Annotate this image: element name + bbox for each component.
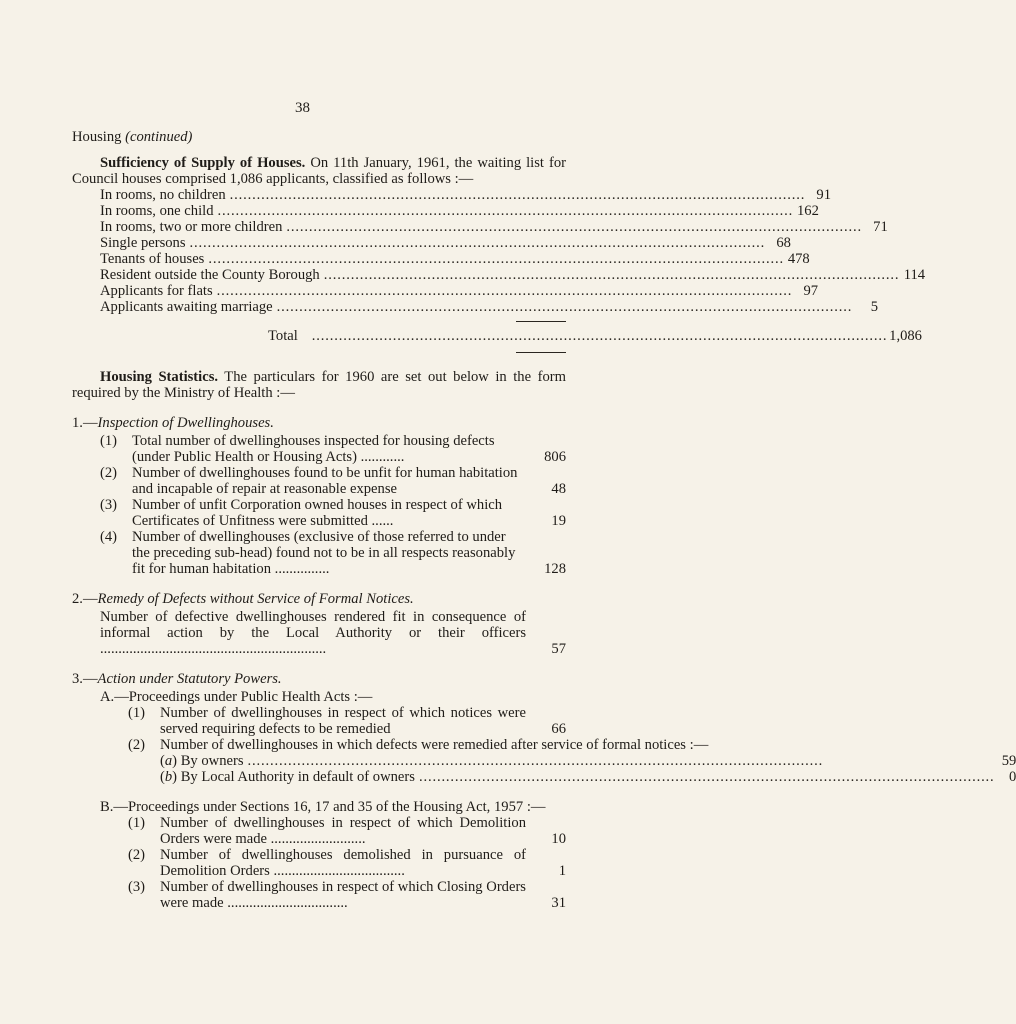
item-number: (2) — [128, 737, 146, 753]
item-text-content: Number of defective dwellinghouses rendered fit in consequence of informal action by the Local Authority or their officers — [100, 609, 526, 641]
section-title: Remedy of Defects without Service of Formal Notices. — [97, 591, 414, 607]
section-1-item — [72, 465, 566, 497]
item-body — [160, 879, 566, 911]
leader-dots: ...... — [371, 513, 394, 529]
item-value: 66 — [551, 721, 566, 737]
leader-dots: .............................................................. — [100, 641, 327, 657]
item-number: (3) — [128, 879, 146, 895]
item-text: Number of dwellinghouses in which defects were remedied after service of formal notices :— — [160, 737, 709, 753]
item-value: 57 — [551, 641, 566, 657]
subsection-b-item — [72, 815, 566, 847]
running-head — [72, 129, 566, 145]
item-number: (1) — [128, 705, 146, 721]
item-number: (4) — [100, 529, 118, 545]
item-number: (2) — [128, 847, 146, 863]
list-item — [100, 219, 888, 235]
item-row — [160, 815, 566, 847]
section-1-item — [72, 433, 566, 465]
total-label: Total — [268, 328, 298, 344]
sub-sub-item — [160, 753, 1016, 769]
section-1-item — [72, 497, 566, 529]
item-value: 1 — [558, 863, 566, 879]
leader-dots: .......................... — [270, 831, 366, 847]
item-body — [160, 847, 566, 879]
item-value: 10 — [551, 831, 566, 847]
leader-dots — [208, 251, 781, 267]
item-row — [160, 705, 566, 737]
leader-dots — [312, 328, 885, 344]
item-row — [160, 879, 566, 911]
list-item-label: Tenants of houses — [100, 251, 205, 267]
list-item — [100, 235, 791, 251]
item-text-content: Number of dwellinghouses (exclusive of those referred to under the preceding sub-head) found not to be in all respects reasonably fit for human habitation — [132, 529, 516, 577]
leader-dots: ............ — [360, 449, 405, 465]
leader-dots — [277, 299, 850, 315]
list-item-value: 478 — [787, 251, 810, 267]
item-letter: b — [164, 769, 173, 785]
section-title: Inspection of Dwellinghouses. — [97, 415, 274, 431]
item-number: (2) — [100, 465, 118, 481]
item-text — [100, 609, 526, 657]
item-value: 128 — [544, 561, 566, 577]
item-text-content: Number of dwellinghouses demolished in pursuance of Demolition Orders — [160, 847, 526, 879]
page-number: 38 — [295, 100, 310, 116]
total-block — [72, 321, 922, 353]
item-row — [100, 609, 566, 657]
section-number: 2.— — [72, 591, 98, 607]
list-item-label: Applicants for flats — [100, 283, 213, 299]
item-value: 31 — [551, 895, 566, 911]
list-item-label: Resident outside the County Borough — [100, 267, 320, 283]
item-row — [160, 737, 1016, 753]
statistics-text: The particulars for 1960 are set out below in the form required by the Ministry of Health :— — [72, 369, 566, 401]
item-text-content: Number of dwellinghouses in respect of which Closing Orders were made — [160, 879, 526, 911]
item-letter: a — [164, 753, 173, 769]
section-title: Action under Statutory Powers. — [97, 671, 282, 687]
leader-dots: ................................. — [227, 895, 348, 911]
running-head-main: Housing — [72, 129, 126, 145]
list-item-label: Single persons — [100, 235, 186, 251]
list-item-value: 97 — [803, 283, 819, 299]
sufficiency-text: On 11th January, 1961, the waiting list for Council houses comprised 1,086 applicants, classified as follows :— — [72, 155, 566, 187]
item-row — [132, 465, 566, 497]
leader-dots: ............... — [274, 561, 330, 577]
section-1-item — [72, 529, 566, 577]
item-row — [132, 529, 566, 577]
list-item — [100, 251, 810, 267]
leader-dots: .................................... — [273, 863, 405, 879]
subsection-a-item — [72, 737, 1016, 785]
item-text — [132, 497, 526, 529]
leader-dots — [248, 753, 993, 769]
list-item-label: Applicants awaiting marriage — [100, 299, 273, 315]
item-row — [132, 433, 566, 465]
item-text-content: Number of dwellinghouses in respect of which Demolition Orders were made — [160, 815, 526, 847]
subsection-b-item — [72, 879, 566, 911]
leader-dots — [286, 219, 859, 235]
list-item-value: 114 — [903, 267, 926, 283]
item-text — [160, 847, 526, 879]
item-row — [160, 847, 566, 879]
section-1-heading — [72, 415, 566, 431]
list-item — [100, 299, 878, 315]
leader-dots — [218, 203, 791, 219]
item-value: 48 — [551, 481, 566, 497]
total-row — [268, 328, 922, 344]
section-number: 3.— — [72, 671, 98, 687]
item-text: Number of dwellinghouses in respect of which notices were served requiring defects to be remedied — [160, 705, 526, 737]
item-text — [132, 529, 526, 577]
item-text-content: Number of unfit Corporation owned houses in respect of which Certificates of Unfitness were submitted — [132, 497, 503, 529]
running-head-italic: (continued) — [125, 129, 193, 145]
item-text — [160, 879, 526, 911]
item-number: (1) — [100, 433, 118, 449]
leader-dots — [217, 283, 790, 299]
item-value: 0 — [1009, 769, 1016, 785]
item-number: (3) — [100, 497, 118, 513]
list-item — [100, 203, 819, 219]
list-item-value: 5 — [870, 299, 878, 315]
item-text — [132, 433, 526, 465]
section-number: 1.— — [72, 415, 98, 431]
sub-sub-item — [160, 769, 1016, 785]
list-item-label: In rooms, one child — [100, 203, 214, 219]
statistics-paragraph — [72, 369, 566, 401]
item-body — [132, 497, 566, 529]
total-value: 1,086 — [889, 328, 922, 344]
section-2-body — [72, 609, 566, 657]
list-item-value: 68 — [776, 235, 791, 251]
sufficiency-paragraph — [72, 155, 566, 187]
item-value: 806 — [544, 449, 566, 465]
item-body — [160, 705, 566, 737]
page-content — [72, 129, 1016, 911]
section-2-heading — [72, 591, 566, 607]
total-rule-top — [516, 321, 566, 322]
section-3-heading — [72, 671, 566, 687]
item-text: (b) By Local Authority in default of owners — [160, 769, 415, 785]
item-row — [132, 497, 566, 529]
item-body — [160, 737, 1016, 785]
item-body — [132, 529, 566, 577]
statistics-heading: Housing Statistics. — [100, 369, 219, 385]
item-number: (1) — [128, 815, 146, 831]
item-text-content: Total number of dwellinghouses inspected for housing defects (under Public Health or Housing Acts) — [132, 433, 495, 465]
list-item-label: In rooms, two or more children — [100, 219, 283, 235]
list-item-label: In rooms, no children — [100, 187, 226, 203]
item-body — [132, 433, 566, 465]
list-item-value: 71 — [873, 219, 888, 235]
list-item-value: 91 — [816, 187, 832, 203]
leader-dots — [230, 187, 803, 203]
subsection-a-item — [72, 705, 566, 737]
list-item-value: 162 — [796, 203, 819, 219]
item-body — [132, 465, 566, 497]
list-item — [100, 187, 832, 203]
list-item — [100, 283, 819, 299]
item-text-content: By owners — [180, 753, 244, 769]
item-value: 19 — [551, 513, 566, 529]
list-item — [100, 267, 926, 283]
waiting-list — [72, 187, 926, 315]
subsection-b-heading-text: B.—Proceedings under Sections 16, 17 and 35 of the Housing Act, 1957 :— — [100, 799, 546, 815]
total-rule-bottom — [516, 352, 566, 353]
item-value: 59 — [1001, 753, 1016, 769]
subsection-b-heading — [72, 799, 566, 815]
leader-dots — [324, 267, 897, 283]
item-text: (a) By owners — [160, 753, 244, 769]
item-text-content: By Local Authority in default of owners — [180, 769, 415, 785]
leader-dots — [190, 235, 763, 251]
subsection-a-heading: A.—Proceedings under Public Health Acts :— — [100, 689, 373, 705]
sufficiency-heading: Sufficiency of Supply of Houses. — [100, 155, 306, 171]
item-text: Number of dwellinghouses found to be unfit for human habitation and incapable of repair at reasonable expense — [132, 465, 518, 497]
subsection-b-item — [72, 847, 566, 879]
item-text — [160, 815, 526, 847]
leader-dots — [419, 769, 992, 785]
item-body — [160, 815, 566, 847]
